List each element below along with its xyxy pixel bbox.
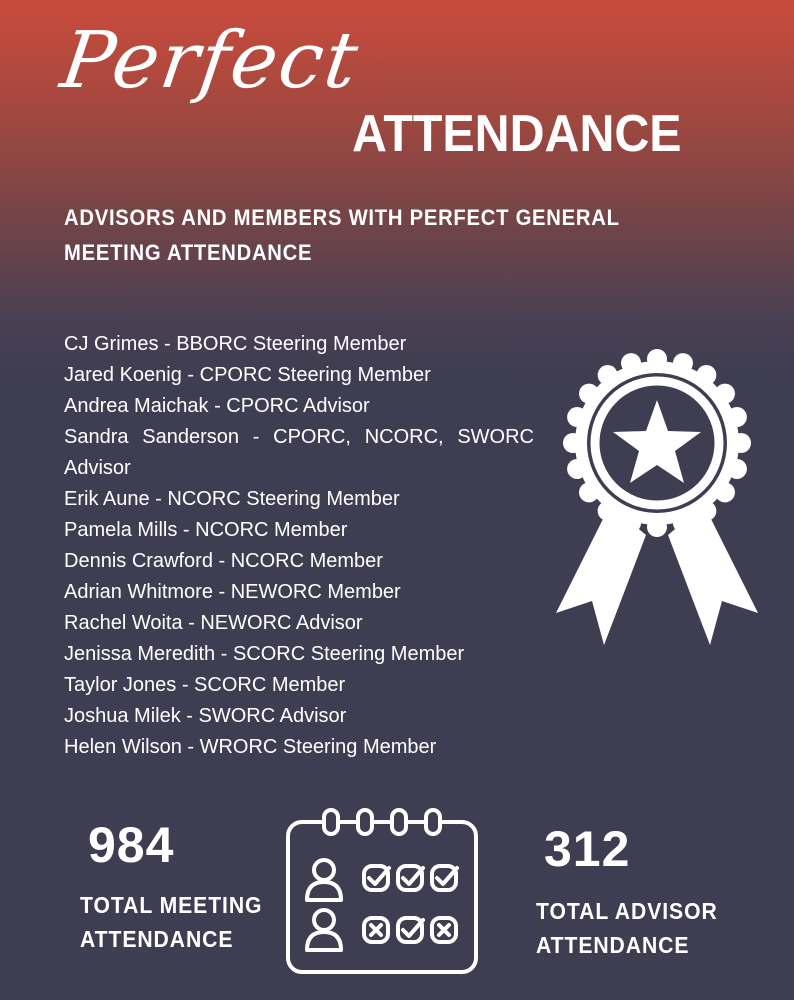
label-line-1: TOTAL MEETING: [80, 892, 263, 918]
list-item: Dennis Crawford - NCORC Member: [64, 550, 383, 572]
list-item: Jared Koenig - CPORC Steering Member: [64, 364, 431, 386]
attendance-calendar-icon: [284, 808, 480, 976]
subtitle-line-1: ADVISORS AND MEMBERS WITH PERFECT GENERAL: [64, 205, 620, 230]
script-title: Perfect: [55, 16, 365, 106]
list-item: Helen Wilson - WRORC Steering Member: [64, 736, 437, 758]
list-item: Rachel Woita - NEWORC Advisor: [64, 612, 363, 634]
label-line-1: TOTAL ADVISOR: [536, 898, 718, 924]
main-title: ATTENDANCE: [352, 105, 682, 163]
list-item: Sandra Sanderson - CPORC, NCORC, SWORC Advisor: [64, 426, 534, 479]
list-item: Erik Aune - NCORC Steering Member: [64, 488, 400, 510]
total-meeting-attendance-label: [80, 888, 264, 956]
list-item: CJ Grimes - BBORC Steering Member: [64, 333, 407, 355]
subtitle: [64, 200, 653, 270]
label-line-2: ATTENDANCE: [536, 932, 690, 958]
total-advisor-attendance-number: 312: [544, 821, 631, 877]
list-item: Adrian Whitmore - NEWORC Member: [64, 581, 401, 603]
list-item: Jenissa Meredith - SCORC Steering Member: [64, 643, 465, 665]
label-line-2: ATTENDANCE: [80, 926, 234, 952]
list-item: Joshua Milek - SWORC Advisor: [64, 705, 347, 727]
award-ribbon-star-icon: [552, 345, 762, 655]
list-item: Andrea Maichak - CPORC Advisor: [64, 395, 370, 417]
list-item: Taylor Jones - SCORC Member: [64, 674, 346, 696]
list-item: Pamela Mills - NCORC Member: [64, 519, 348, 541]
subtitle-line-2: MEETING ATTENDANCE: [64, 240, 313, 265]
total-advisor-attendance-label: [536, 894, 720, 962]
member-list: [64, 329, 534, 763]
total-meeting-attendance-number: 984: [88, 817, 175, 873]
